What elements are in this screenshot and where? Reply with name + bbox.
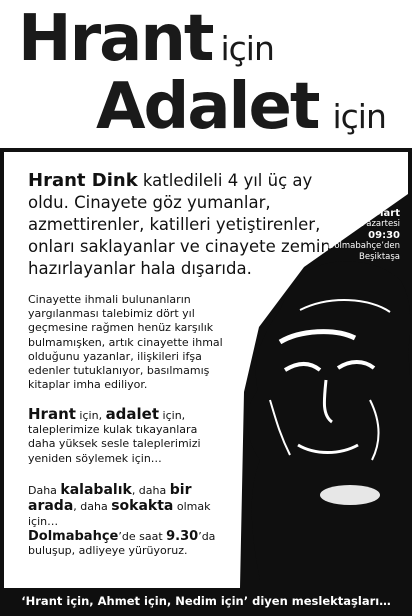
paragraph-demands: Cinayette ihmali bulunanların yargılanması talebimiz dört yıl geçmesine rağmen henüz karşılık bulmamışken, artık cinayette ihmal olduğunu yazanlar, ilişkileri ifşa edenler tutuklanıyor, basılmamış kitaplar imha ediliyor. [28, 293, 223, 392]
p3-text-2: için, taleplerimize kulak tıkayanlara daha yüksek sesle taleplerimizi yeniden söylemek için… [28, 409, 201, 465]
title-icin-2: için [332, 97, 386, 136]
p5-text-1: ’de saat [118, 530, 167, 543]
p4-text-1: Daha [28, 484, 61, 497]
paragraph-justice [28, 407, 228, 466]
portrait-image [240, 250, 412, 580]
p3-adalet: adalet [105, 405, 160, 423]
p4-kalabalik: kalabalık [60, 482, 132, 498]
title-icin-1: için [220, 29, 274, 68]
p3-hrant: Hrant [28, 405, 76, 423]
title-line-2 [96, 70, 386, 144]
event-date: 28 Mart [356, 208, 400, 219]
p4-sokakta: sokakta [111, 497, 174, 514]
lead-body: katledileli 4 yıl üç ay oldu. Cinayete göz yumanlar, azmettirenler, katilleri yetiştirenler, onları saklayanlar ve cinayete zemin hazırlayanlar hala dışarıda. [28, 171, 331, 278]
event-place-1: Dolmabahçe’den [327, 241, 400, 251]
p5-text-2: ’da buluşup, adliyeye yürüyoruz. [28, 530, 216, 558]
title-adalet: Adalet [96, 70, 319, 144]
event-time: 09:30 [368, 230, 400, 241]
title-hrant: Hrant [18, 2, 213, 76]
event-details [320, 208, 400, 263]
title-line-1 [18, 2, 274, 76]
p4-text-2: , daha [131, 484, 170, 497]
p4-text-3: , daha [73, 499, 112, 513]
p5-time: 9.30 [166, 529, 199, 544]
poster-header [0, 0, 412, 150]
paragraph-meeting [28, 530, 238, 558]
event-day: Pazartesi [361, 219, 400, 229]
event-place-2: Beşiktaşa [359, 252, 400, 262]
p4-bir-arada: bir arada [28, 482, 192, 514]
p5-dolmabahce: Dolmabahçe [28, 529, 119, 544]
lead-name: Hrant Dink [28, 170, 138, 191]
p4-text-4: olmak için… [28, 499, 211, 528]
p3-text-1: için, [75, 409, 106, 422]
footer-signature: ‘Hrant için, Ahmet için, Nedim için’ diyen meslektaşları… [21, 594, 391, 608]
paragraph-together [28, 483, 238, 530]
lead-text [28, 170, 358, 280]
